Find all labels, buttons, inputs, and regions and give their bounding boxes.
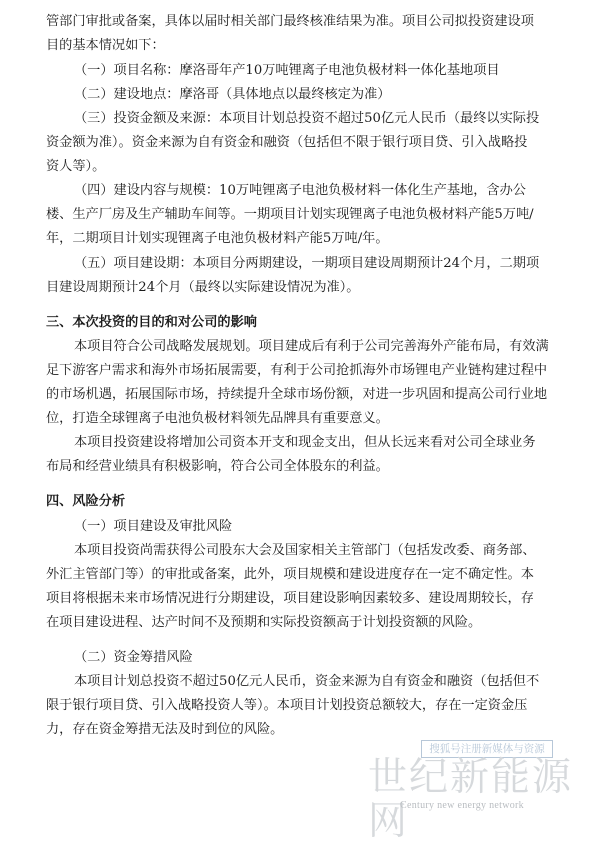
section-3-para-1-line-3: 的市场机遇，拓展国际市场，持续提升全球市场份额，对进一步巩固和提高公司行业地 xyxy=(46,387,548,402)
item-1-project-name: （一）项目名称：摩洛哥年产10万吨锂离子电池负极材料一体化基地项目 xyxy=(74,63,500,78)
item-2-location: （二）建设地点：摩洛哥（具体地点以最终核定为准） xyxy=(74,87,391,102)
item-3-investment-line-3: 资人等）。 xyxy=(46,159,106,174)
risk-2-title: （二）资金筹措风险 xyxy=(74,650,193,665)
item-3-investment-line-2: 资金额为准）。资金来源为自有资金和融资（包括但不限于银行项目贷、引入战略投 xyxy=(46,135,528,150)
risk-1-para-line-4: 在项目建设进程、达产时间不及预期和实际投资额高于计划投资额的风险。 xyxy=(46,615,482,630)
watermark-english: Century new energy network xyxy=(400,800,524,811)
watermark-label: 搜狐号注册新媒体与资源 xyxy=(421,740,553,758)
risk-1-para-line-1: 本项目投资尚需获得公司股东大会及国家相关主管部门（包括发改委、商务部、 xyxy=(74,543,536,558)
risk-2-para-line-1: 本项目计划总投资不超过50亿元人民币，资金来源为自有资金和融资（包括但不 xyxy=(74,674,540,689)
intro-line-2: 目的基本情况如下： xyxy=(46,38,165,53)
item-5-period-line-2: 目建设周期预计24个月（最终以实际建设情况为准）。 xyxy=(46,280,360,295)
section-3-para-2-line-2: 布局和经营业绩具有积极影响，符合公司全体股东的利益。 xyxy=(46,459,389,474)
section-3-para-1-line-4: 位，打造全球锂离子电池负极材料领先品牌具有重要意义。 xyxy=(46,411,389,426)
risk-1-title: （一）项目建设及审批风险 xyxy=(74,519,233,534)
section-3-para-1-line-1: 本项目符合公司战略发展规划。项目建成后有利于公司完善海外产能布局，有效满 xyxy=(74,339,549,354)
intro-line-1: 管部门审批或备案，具体以届时相关部门最终核准结果为准。项目公司拟投资建设项 xyxy=(46,14,534,29)
item-4-scope-line-2: 楼、生产厂房及生产辅助车间等。一期项目计划实现锂离子电池负极材料产能5万吨/ xyxy=(46,207,534,222)
section-3-para-2-line-1: 本项目投资建设将增加公司资本开支和现金支出，但从长远来看对公司全球业务 xyxy=(74,435,536,450)
item-4-scope-line-1: （四）建设内容与规模：10万吨锂离子电池负极材料一体化生产基地，含办公 xyxy=(74,183,526,198)
section-3-para-1-line-2: 足下游客户需求和海外市场拓展需要，有利于公司抢抓海外市场锂电产业链构建过程中 xyxy=(46,363,548,378)
risk-2-para-line-2: 限于银行项目贷、引入战略投资人等）。本项目计划投资总额较大，存在一定资金压 xyxy=(46,698,528,713)
watermark-chinese: 世纪新能源网 xyxy=(368,755,574,844)
risk-1-para-line-3: 项目将根据未来市场情况进行分期建设，项目建设影响因素较多、建设周期较长，存 xyxy=(46,591,534,606)
item-4-scope-line-3: 年，二期项目计划实现锂离子电池负极材料产能5万吨/年。 xyxy=(46,231,389,246)
section-3-heading: 三、本次投资的目的和对公司的影响 xyxy=(46,315,257,330)
section-4-heading: 四、风险分析 xyxy=(46,494,126,509)
risk-2-para-line-3: 力，存在资金筹措无法及时到位的风险。 xyxy=(46,722,284,737)
risk-1-para-line-2: 外汇主管部门等）的审批或备案，此外，项目规模和建设进度存在一定不确定性。本 xyxy=(46,567,534,582)
item-5-period-line-1: （五）项目建设期：本项目分两期建设，一期项目建设周期预计24个月，二期项 xyxy=(74,256,540,271)
item-3-investment-line-1: （三）投资金额及来源：本项目计划总投资不超过50亿元人民币（最终以实际投 xyxy=(74,111,540,126)
